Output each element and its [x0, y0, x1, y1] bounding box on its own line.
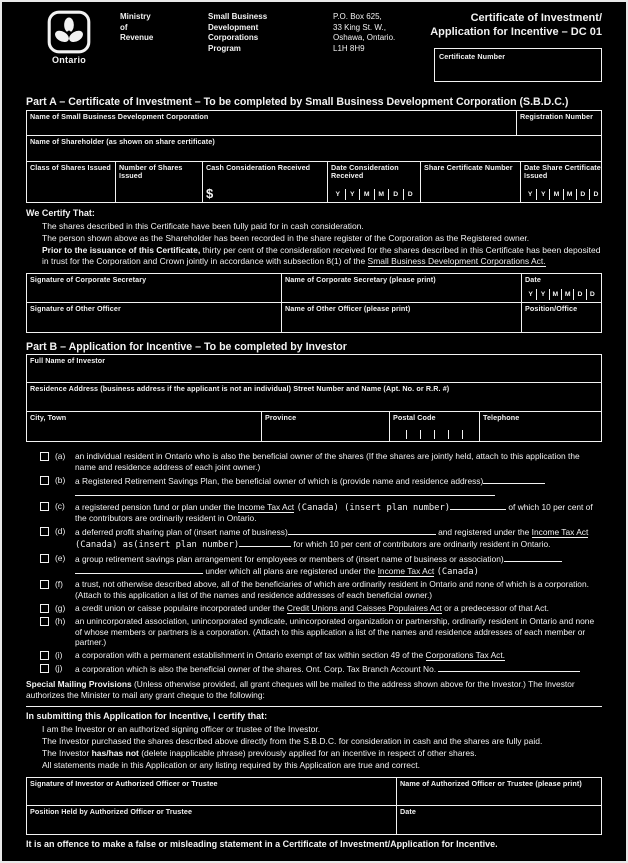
text-segment: Corporations Tax Act.	[425, 650, 505, 661]
text-segment: Income Tax Act	[377, 565, 435, 576]
registration-number-field[interactable]	[517, 111, 601, 135]
text-segment: or a predecessor of that Act.	[441, 602, 549, 613]
cash-consideration-label: Cash Consideration Received	[206, 162, 311, 172]
checkbox-item-label: (h)	[55, 615, 66, 626]
date-letter: M	[549, 189, 562, 200]
checkbox-item-text	[75, 650, 602, 661]
share-certificate-number-label: Share Certificate Number	[424, 162, 513, 172]
special-mailing-provisions	[26, 679, 602, 701]
section-divider	[26, 706, 602, 707]
date-boxes-yymmdd[interactable]	[525, 289, 598, 300]
checkbox-item	[40, 451, 602, 473]
blank-fill-line[interactable]	[438, 663, 580, 672]
date-letter: Y	[345, 189, 360, 200]
text-segment: The Investor	[42, 747, 92, 758]
postal-code-boxes[interactable]	[393, 430, 476, 439]
checkbox-item-label: (g)	[55, 602, 66, 613]
residence-address-field[interactable]	[27, 383, 601, 411]
program-line: Corporations	[208, 33, 259, 42]
checkbox[interactable]	[40, 664, 49, 673]
checkbox[interactable]	[40, 617, 49, 626]
date-letter: M	[563, 189, 576, 200]
cash-consideration-field[interactable]	[203, 162, 328, 202]
submitting-line	[42, 748, 602, 759]
checkbox[interactable]	[40, 527, 49, 536]
checkbox-item-text	[75, 526, 602, 551]
name-corporate-secretary-label: Name of Corporate Secretary (please print)	[285, 274, 436, 284]
name-authorized-officer-field[interactable]	[397, 778, 601, 805]
checkbox-item	[40, 475, 602, 499]
checkbox-item	[40, 603, 602, 614]
full-name-of-investor-field[interactable]	[27, 355, 601, 382]
date-letter: M	[359, 189, 374, 200]
checkbox-item-label: (e)	[55, 552, 66, 563]
address-line: L1H 8H9	[333, 43, 365, 53]
text-segment: Credit Unions and Caisses Populaires Act	[286, 602, 442, 613]
text-segment: (Unless otherwise provided, all grant cheques will be mailed to the address shown above for the Investor.) The Investor authorizes the Minister to mail any grant cheque to the following:	[26, 678, 575, 700]
program-line: Program	[208, 43, 241, 53]
checkbox[interactable]	[40, 554, 49, 563]
checkbox-item-text	[75, 616, 602, 648]
part-b-title: Part B – Application for Incentive – To be completed by Investor	[26, 340, 347, 353]
postal-code-label: Postal Code	[393, 413, 436, 423]
blank-fill-line[interactable]	[450, 501, 506, 510]
name-of-sbdc-label: Name of Small Business Development Corporation	[30, 111, 209, 121]
checkbox-item-text	[75, 501, 602, 525]
date-investor-field[interactable]	[397, 806, 601, 834]
certify-line	[42, 245, 602, 267]
text-segment: All statements made in this Application or any listing required by this Application are true and correct.	[42, 759, 420, 770]
name-of-shareholder-label: Name of Shareholder (as shown on share certificate)	[30, 136, 215, 146]
submitting-line	[42, 724, 602, 735]
checkbox-item-text	[75, 603, 602, 614]
date-consideration-field[interactable]	[328, 162, 421, 202]
text-segment: Prior to the issuance of this Certificate,	[42, 244, 201, 255]
position-office-label: Position/Office	[525, 303, 578, 313]
registration-number-label: Registration Number	[520, 111, 593, 121]
checkbox-item-label: (f)	[55, 579, 63, 590]
part-a-table	[26, 110, 602, 203]
text-segment: under which all plans are registered under the	[203, 565, 378, 576]
text-segment: Income Tax Act	[531, 527, 589, 538]
signature-other-officer-label: Signature of Other Officer	[30, 303, 121, 313]
checkbox-item	[40, 579, 602, 601]
blank-fill-line[interactable]	[239, 538, 291, 547]
checkbox[interactable]	[40, 604, 49, 613]
part-b-signature-table	[26, 777, 602, 835]
form-title-line2: Application for Incentive – DC 01	[430, 26, 602, 38]
text-segment: a trust, not otherwise described above, all of the beneficiaries of which are ordinarily resident in Ontario and none of which is a corporation. (Attach to this application a list of the names and residence addresses of each beneficial owner.)	[75, 579, 589, 601]
checkbox-item	[40, 526, 602, 551]
submitting-line	[42, 760, 602, 771]
date-letter: Y	[536, 289, 548, 300]
date-boxes-yymmdd[interactable]	[331, 189, 417, 200]
date-letter: D	[388, 189, 403, 200]
part-a-title: Part A – Certificate of Investment – To be completed by Small Business Development Corporation (S.B.D.C.)	[26, 96, 569, 108]
checkbox-item	[40, 553, 602, 578]
checkbox-item-label: (d)	[55, 526, 66, 537]
position-office-field[interactable]	[522, 303, 601, 332]
province-field[interactable]	[262, 412, 390, 441]
certify-line	[42, 233, 602, 244]
checkbox-item	[40, 616, 602, 648]
blank-fill-line[interactable]	[75, 487, 495, 496]
date-letter: M	[374, 189, 389, 200]
number-of-shares-field[interactable]	[116, 162, 203, 202]
checkbox[interactable]	[40, 580, 49, 589]
checkbox-item-text	[75, 451, 602, 473]
province-label: Province	[265, 413, 297, 423]
class-of-shares-field[interactable]	[27, 162, 116, 202]
text-segment: a corporation which is also the beneficial owner of the shares. Ont. Corp. Tax Branch Account No.	[75, 663, 439, 674]
certificate-number-field[interactable]	[434, 48, 602, 82]
full-name-of-investor-label: Full Name of Investor	[30, 356, 106, 366]
name-authorized-officer-label: Name of Authorized Officer or Trustee (please print)	[400, 778, 582, 788]
name-other-officer-field[interactable]	[282, 303, 522, 332]
date-corporate-secretary-field[interactable]	[522, 274, 601, 302]
text-segment: a Registered Retirement Savings Plan, the beneficial owner of which is (provide name and residence address)	[75, 475, 484, 486]
submitting-heading: In submitting this Application for Incentive, I certify that:	[26, 710, 268, 721]
date-letter: D	[586, 289, 598, 300]
signature-other-officer-field[interactable]	[27, 303, 282, 332]
date-letter: D	[576, 189, 589, 200]
text-segment: a deferred profit sharing plan of (insert name of business)	[75, 527, 288, 538]
telephone-label: Telephone	[483, 413, 520, 423]
checkbox[interactable]	[40, 452, 49, 461]
text-segment: The person shown above as the Shareholder has been recorded in the share register of the Corporation as the Registered owner.	[42, 232, 530, 243]
certify-line	[42, 221, 602, 232]
name-corporate-secretary-field[interactable]	[282, 274, 522, 302]
offence-warning: It is an offence to make a false or misleading statement in a Certificate of Investment/Application for Incentive.	[26, 838, 498, 849]
date-share-certificate-issued-field[interactable]	[521, 162, 605, 202]
blank-fill-line[interactable]	[504, 553, 562, 562]
ministry-line: Revenue	[120, 33, 154, 42]
submitting-section	[26, 711, 602, 771]
checkbox[interactable]	[40, 502, 49, 511]
position-held-label: Position Held by Authorized Officer or Trustee	[30, 806, 193, 816]
checkbox-item-label: (b)	[55, 474, 66, 485]
text-segment: (delete inapplicable phrase) previously applied for an incentive in respect of other shares.	[138, 747, 477, 758]
part-a-signature-table	[26, 273, 602, 333]
dollar-sign: $	[206, 185, 214, 201]
date-letter: D	[589, 189, 602, 200]
class-of-shares-label: Class of Shares Issued	[30, 162, 111, 172]
position-held-field[interactable]	[27, 806, 397, 834]
checkbox-item-label: (c)	[55, 500, 65, 511]
text-segment: an unincorporated association, unincorporated syndicate, unincorporated organization or partnership, ordinarily resident in Ontario and none of whose members or partners is a corporation. (Attach to this application a list of the names and residence addresses of each member or partner.)	[75, 615, 595, 648]
brand-ontario: Ontario	[51, 55, 87, 65]
text-segment: I am the Investor or an authorized signing officer or trustee of the Investor.	[42, 723, 321, 734]
form-header	[26, 8, 602, 94]
text-segment: and registered under the	[435, 527, 532, 538]
date-letter: Y	[528, 290, 533, 298]
text-segment: a corporation with a permanent establishment in Ontario exempt of tax within section 49 of the	[75, 650, 426, 661]
checkbox-item-text	[75, 663, 602, 675]
checkbox-item	[40, 663, 602, 675]
checkbox-item-label: (a)	[55, 451, 66, 462]
ministry-line: Ministry	[120, 12, 151, 21]
checkbox-item	[40, 501, 602, 525]
name-of-sbdc-field[interactable]	[27, 111, 517, 135]
date-letter: M	[549, 289, 561, 300]
ministry-line: of	[120, 22, 128, 32]
date-letter: D	[573, 289, 585, 300]
text-segment: of which 10 per cent of the contributors are ordinarily resident in Ontario.	[75, 501, 593, 524]
date-letter: Y	[536, 189, 549, 200]
address-line: Oshawa, Ontario.	[333, 33, 396, 42]
telephone-field[interactable]	[480, 412, 601, 441]
signature-investor-field[interactable]	[27, 778, 397, 805]
address-line: 33 King St. W.,	[333, 22, 386, 32]
residence-address-label: Residence Address (business address if the applicant is not an individual) Street Number and Name (Apt. No. or R.R. #)	[30, 384, 450, 394]
ontario-logo-block	[36, 8, 102, 94]
investor-type-checkbox-list	[40, 451, 602, 674]
date-boxes-yymmdd[interactable]	[524, 189, 602, 200]
checkbox[interactable]	[40, 476, 49, 485]
address-line: P.O. Box 625,	[333, 12, 382, 21]
certificate-number-label: Certificate Number	[439, 52, 506, 61]
text-segment: (Canada) (insert plan number)	[296, 502, 451, 513]
signature-investor-label: Signature of Investor or Authorized Officer or Trustee	[30, 778, 218, 788]
text-segment: for which 10 per cent of contributors are ordinarily resident in Ontario.	[291, 538, 551, 549]
name-other-officer-label: Name of Other Officer (please print)	[285, 303, 411, 313]
we-certify-heading: We Certify That:	[26, 207, 95, 218]
program-name	[208, 12, 313, 94]
name-of-shareholder-field[interactable]	[27, 136, 601, 161]
ontario-trillium-logo	[47, 10, 91, 54]
date-label: Date	[525, 274, 541, 284]
program-line: Development	[208, 22, 259, 32]
date-letter: D	[403, 189, 418, 200]
text-segment: a registered pension fund or plan under the	[75, 501, 238, 512]
blank-fill-line[interactable]	[483, 475, 545, 484]
date-letter: Y	[335, 190, 341, 198]
text-segment: The shares described in this Certificate have been fully paid for in cash consideration.	[42, 220, 364, 231]
signature-corporate-secretary-label: Signature of Corporate Secretary	[30, 274, 147, 284]
part-b-table	[26, 354, 602, 442]
text-segment: an individual resident in Ontario who is also the beneficial owner of the shares (If the shares are jointly held, attach to this application the name and residence address of each joint owner.)	[75, 451, 580, 473]
form-title	[430, 11, 602, 39]
date-share-certificate-issued-label: Date Share Certificate Issued	[524, 162, 601, 181]
checkbox-item-label: (i)	[55, 650, 63, 661]
city-town-label: City, Town	[30, 413, 67, 423]
text-segment: a group retirement savings plan arrangement for employees or members of (insert name of business or association)	[75, 553, 504, 564]
checkbox-item-label: (j)	[55, 662, 63, 673]
submitting-line	[42, 736, 602, 747]
program-line: Small Business	[208, 12, 268, 21]
text-segment: a credit union or caisse populaire incorporated under the	[75, 602, 287, 613]
mailing-address	[333, 12, 443, 94]
postal-code-field[interactable]	[390, 412, 480, 441]
signature-corporate-secretary-field[interactable]	[27, 274, 282, 302]
text-segment: (Canada) as(insert plan number)	[75, 539, 240, 550]
checkbox-item	[40, 650, 602, 661]
date-letter: M	[561, 289, 573, 300]
date-letter: Y	[527, 190, 533, 198]
date-consideration-label: Date Consideration Received	[331, 162, 399, 181]
text-segment: thirty per cent of the consideration received for the shares described in this Certificate has been deposited in trust for the Corporation and Crown jointly in accordance with subsection 8(1) of the	[42, 244, 601, 266]
share-certificate-number-field[interactable]	[421, 162, 521, 202]
checkbox-item-text	[75, 475, 602, 499]
city-town-field[interactable]	[27, 412, 262, 441]
date-label: Date	[400, 806, 416, 816]
ministry-name	[120, 12, 190, 94]
blank-fill-line[interactable]	[75, 565, 203, 574]
text-segment: The Investor purchased the shares described above directly from the S.B.D.C. for consideration in cash and the shares are fully paid.	[42, 735, 543, 746]
blank-fill-line[interactable]	[288, 526, 436, 535]
number-of-shares-label: Number of Shares Issued	[119, 162, 183, 181]
text-segment: has/has not	[91, 747, 139, 758]
form-title-line1: Certificate of Investment/	[470, 12, 602, 24]
text-segment: Small Business Development Corporations Act.	[367, 255, 546, 266]
checkbox-item-text	[75, 553, 602, 578]
text-segment: Income Tax Act	[237, 501, 295, 512]
checkbox-item-text	[75, 579, 602, 601]
checkbox[interactable]	[40, 651, 49, 660]
text-segment: Special Mailing Provisions	[26, 678, 132, 689]
we-certify-section	[26, 208, 602, 267]
text-segment: (Canada)	[436, 566, 479, 577]
